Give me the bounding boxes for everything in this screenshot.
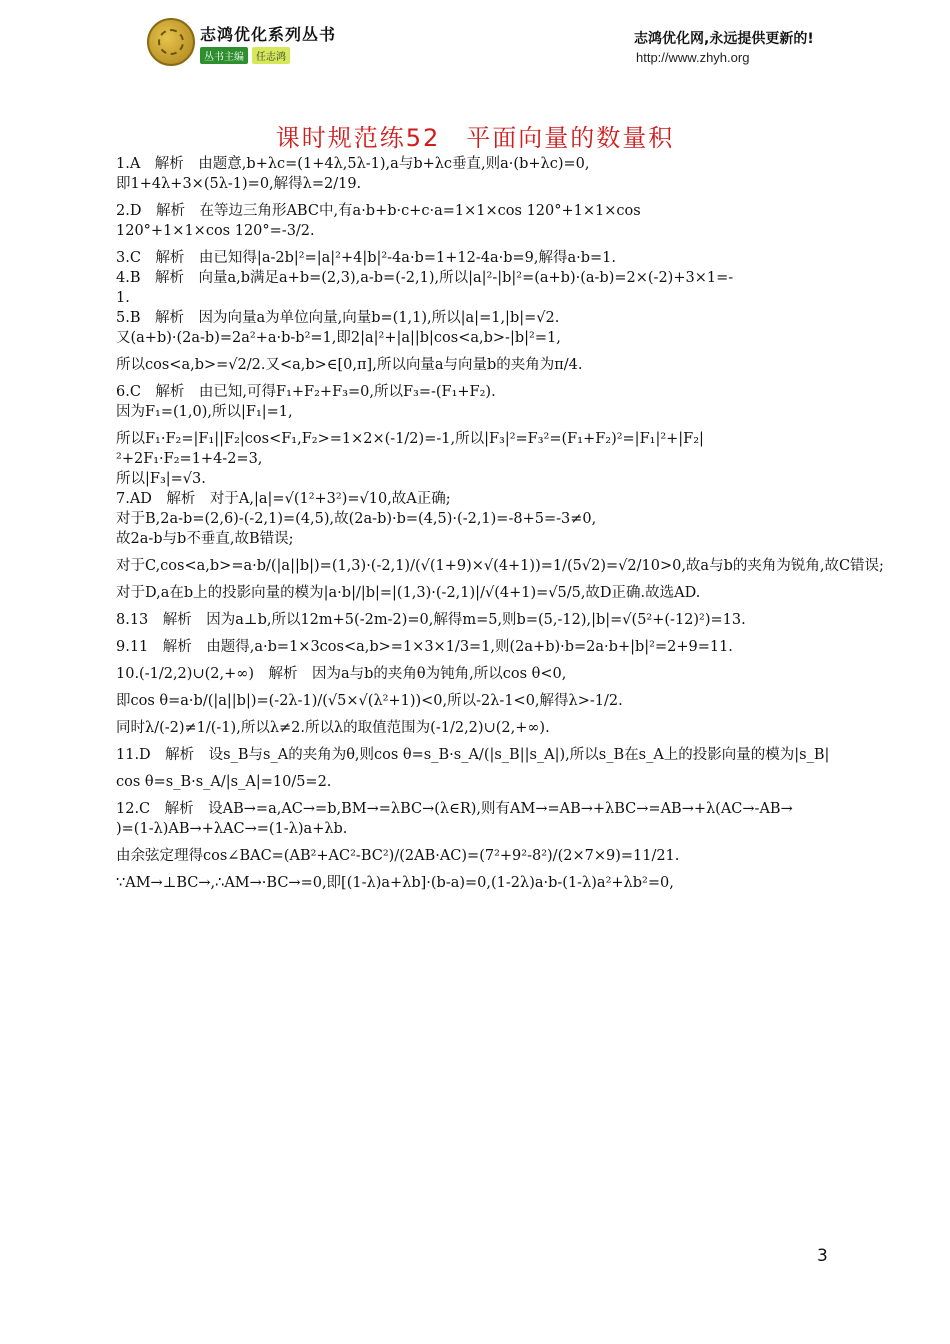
page-number: 3 (817, 1246, 828, 1266)
answer-line: ²+2F₁·F₂=1+4-2=3, (116, 451, 263, 467)
answer-line: 即cos θ=a·b/(|a||b|)=(-2λ-1)/(√5×√(λ²+1))<0,所以-2λ-1<0,解得λ>-1/2. (116, 693, 623, 709)
answer-line: 1.A 解析 由题意,b+λc=(1+4λ,5λ-1),a与b+λc垂直,则a·(b+λc)=0, (116, 156, 590, 172)
answer-line: 8.13 解析 因为a⊥b,所以12m+5(-2m-2)=0,解得m=5,则b=(5,-12),|b|=√(5²+(-12)²)=13. (116, 612, 746, 628)
answer-line: 即1+4λ+3×(5λ-1)=0,解得λ=2/19. (116, 176, 362, 192)
answer-line: ∵AM→⊥BC→,∴AM→·BC→=0,即[(1-λ)a+λb]·(b-a)=0,(1-2λ)a·b-(1-λ)a²+λb²=0, (116, 875, 674, 891)
editor-tag (200, 47, 290, 64)
answer-line: 对于D,a在b上的投影向量的模为|a·b|/|b|=|(1,3)·(-2,1)|/√(4+1)=√5/5,故D正确.故选AD. (116, 585, 701, 601)
publisher-logo-seal (147, 18, 195, 66)
page-title: 课时规范练52 平面向量的数量积 (275, 124, 675, 152)
answer-line: 5.B 解析 因为向量a为单位向量,向量b=(1,1),所以|a|=1,|b|=√2. (116, 310, 560, 326)
answer-line: 因为F₁=(1,0),所以|F₁|=1, (116, 404, 293, 420)
answer-line: 故2a-b与b不垂直,故B错误; (116, 531, 294, 547)
site-url[interactable]: http://www.zhyh.org (636, 50, 750, 65)
editor-label: 丛书主编 (200, 47, 248, 64)
answer-line: 12.C 解析 设AB→=a,AC→=b,BM→=λBC→(λ∈R),则有AM→=AB→+λBC→=AB→+λ(AC→-AB→ (116, 801, 793, 817)
answer-body (116, 156, 884, 895)
answer-line: 3.C 解析 由已知得|a-2b|²=|a|²+4|b|²-4a·b=1+12-4a·b=9,解得a·b=1. (116, 250, 616, 266)
series-title: 志鸿优化系列丛书 (200, 25, 337, 44)
answer-line: 对于C,cos<a,b>=a·b/(|a||b|)=(1,3)·(-2,1)/(√(1+9)×√(4+1))=1/(5√2)=√2/10>0,故a与b的夹角为锐角,故C错误; (116, 558, 884, 574)
page-header (0, 0, 950, 100)
answer-line: 9.11 解析 由题得,a·b=1×3cos<a,b>=1×3×1/3=1,则(2a+b)·b=2a·b+|b|²=2+9=11. (116, 639, 733, 655)
answer-line: 又(a+b)·(2a-b)=2a²+a·b-b²=1,即2|a|²+|a||b|cos<a,b>-|b|²=1, (116, 330, 561, 346)
answer-line: 1. (116, 290, 130, 306)
answer-line: 所以F₁·F₂=|F₁||F₂|cos<F₁,F₂>=1×2×(-1/2)=-1,所以|F₃|²=F₃²=(F₁+F₂)²=|F₁|²+|F₂| (116, 431, 704, 447)
answer-line: 10.(-1/2,2)∪(2,+∞) 解析 因为a与b的夹角θ为钝角,所以cos θ<0, (116, 666, 567, 682)
site-slogan: 志鸿优化网,永远提供更新的! (634, 31, 814, 47)
answer-line: 2.D 解析 在等边三角形ABC中,有a·b+b·c+c·a=1×1×cos 120°+1×1×cos (116, 203, 641, 219)
answer-line: 所以|F₃|=√3. (116, 471, 206, 487)
answer-line: 由余弦定理得cos∠BAC=(AB²+AC²-BC²)/(2AB·AC)=(7²+9²-8²)/(2×7×9)=11/21. (116, 848, 680, 864)
answer-line: 所以cos<a,b>=√2/2.又<a,b>∈[0,π],所以向量a与向量b的夹角为π/4. (116, 357, 583, 373)
answer-line: 120°+1×1×cos 120°=-3/2. (116, 223, 315, 239)
answer-line: 对于B,2a-b=(2,6)-(-2,1)=(4,5),故(2a-b)·b=(4,5)·(-2,1)=-8+5=-3≠0, (116, 511, 597, 527)
answer-line: 11.D 解析 设s_B与s_A的夹角为θ,则cos θ=s_B·s_A/(|s_B||s_A|),所以s_B在s_A上的投影向量的模为|s_B| (116, 747, 830, 763)
answer-line: 同时λ/(-2)≠1/(-1),所以λ≠2.所以λ的取值范围为(-1/2,2)∪(2,+∞). (116, 720, 550, 736)
answer-line: 6.C 解析 由已知,可得F₁+F₂+F₃=0,所以F₃=-(F₁+F₂). (116, 384, 496, 400)
answer-line: 4.B 解析 向量a,b满足a+b=(2,3),a-b=(-2,1),所以|a|²-|b|²=(a+b)·(a-b)=2×(-2)+3×1=- (116, 270, 734, 286)
answer-line: )=(1-λ)AB→+λAC→=(1-λ)a+λb. (116, 821, 348, 837)
answer-line: cos θ=s_B·s_A/|s_A|=10/5=2. (116, 774, 332, 790)
editor-name: 任志鸿 (252, 47, 290, 64)
answer-line: 7.AD 解析 对于A,|a|=√(1²+3²)=√10,故A正确; (116, 491, 451, 507)
